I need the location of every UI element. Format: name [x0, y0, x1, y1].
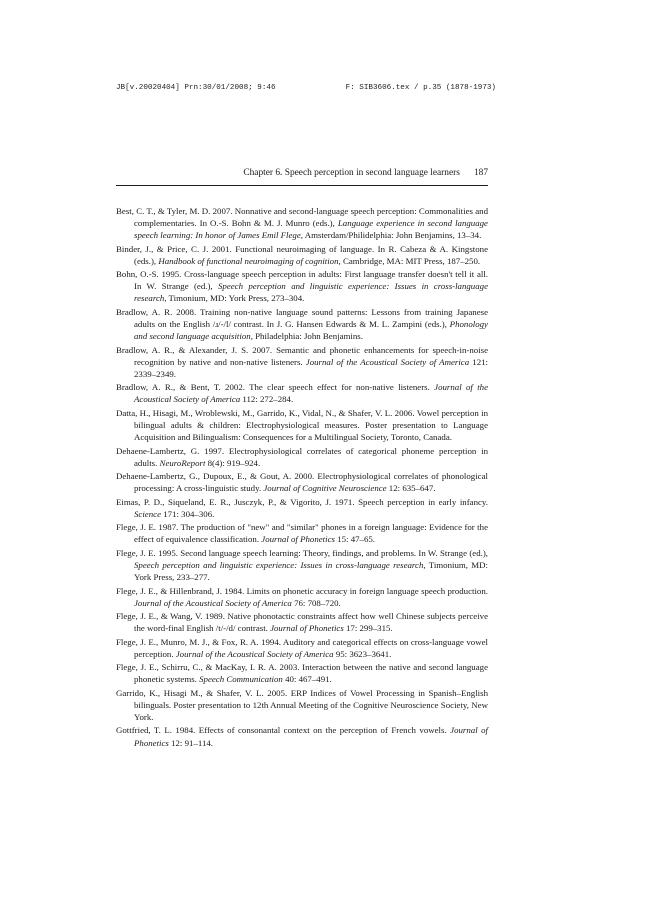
reference-entry — [116, 687, 488, 723]
reference-entry — [116, 205, 488, 241]
reference-source-title: Science — [134, 508, 162, 519]
reference-tail: 121: 2339–2349. — [134, 356, 488, 379]
reference-tail: 171: 304–306. — [161, 508, 215, 519]
reference-text: Flege, J. E. 1987. The production of "new" and "similar" phones in a foreign language: Evidence for the effect of equivalence classification. — [116, 522, 488, 545]
reference-text: Flege, J. E. 1995. Second language speech learning: Theory, findings, and problems. In W. Strange (ed.), — [116, 547, 488, 558]
reference-entry — [116, 381, 488, 405]
reference-entry — [116, 521, 488, 545]
page-number: 187 — [473, 168, 488, 178]
reference-tail: 112: 272–284. — [240, 394, 294, 405]
reference-tail: , Timonium, MD: York Press, 273–304. — [164, 293, 305, 304]
reference-entry — [116, 636, 488, 660]
reference-text: Flege, J. E., Munro, M. J., & Fox, R. A. 1994. Auditory and categorical effects on cross-language vowel perception. — [116, 636, 488, 659]
header-rule — [116, 185, 488, 186]
reference-source-title: Journal of Phonetics — [261, 534, 335, 545]
reference-source-title: Speech Communication — [199, 674, 283, 685]
reference-tail: 12: 635–647. — [386, 483, 436, 494]
reference-source-title: Journal of Cognitive Neuroscience — [263, 483, 387, 494]
reference-source-title: Speech perception and linguistic experience: Issues in cross-language research — [134, 281, 488, 304]
reference-entry — [116, 610, 488, 634]
reference-tail: , Cambridge, MA: MIT Press, 187–250. — [338, 255, 481, 266]
reference-text: Bradlow, A. R., & Bent, T. 2002. The clear speech effect for non-native listeners. — [116, 382, 435, 393]
reference-text: Datta, H., Hisagi, M., Wroblewski, M., Garrido, K., Vidal, N., & Shafer, V. L. 2006. Vowel perception in bilingual adults & children: Electrophysiological measures. Poster presentation to Language Acquisition and Bilingualism: Consequences for a Multilingual Society, Toronto, Canada. — [116, 407, 488, 443]
reference-source-title: Journal of the Acoustical Society of America — [134, 597, 292, 608]
reference-source-title: NeuroReport — [159, 457, 206, 468]
reference-text: Bradlow, A. R., & Alexander, J. S. 2007. Semantic and phonetic enhancements for speech-in-noise recognition by native and non-native listeners. — [116, 344, 488, 367]
reference-text: Best, C. T., & Tyler, M. D. 2007. Nonnative and second-language speech perception: Commonalities and complementaries. In O.-S. Bohn & M. J. Munro (eds.), — [116, 206, 488, 229]
running-head — [116, 168, 488, 178]
reference-text: Dehaene-Lambertz, G., Dupoux, E., & Gout, A. 2000. Electrophysiological correlates of phonological processing: A cross-linguistic study. — [116, 471, 488, 494]
reference-text: Bohn, O.-S. 1995. Cross-language speech perception in adults: First language transfer doesn't tell it all. In W. Strange (ed.), — [116, 269, 488, 292]
reference-tail: , Amsterdam/Philidelphia: John Benjamins, 13–34. — [300, 230, 482, 241]
reference-entry — [116, 496, 488, 520]
reference-entry — [116, 585, 488, 609]
reference-tail: 15: 47–65. — [334, 534, 376, 545]
chapter-title: Chapter 6. Speech perception in second language learners — [243, 168, 460, 178]
reference-source-title: Journal of Phonetics — [270, 623, 344, 634]
reference-entry — [116, 268, 488, 304]
reference-text: Dehaene-Lambertz, G. 1997. Electrophysiological correlates of categorical phoneme perception in adults. — [116, 445, 488, 468]
reference-source-title: Journal of the Acoustical Society of America — [134, 382, 488, 405]
reference-entry — [116, 724, 488, 748]
reference-text: Bradlow, A. R. 2008. Training non-native language sound patterns: Lessons from training Japanese adults on the English /ɹ/-/l/ contrast. In J. G. Hansen Edwards & M. L. Zampini (eds.), — [116, 306, 488, 330]
reference-tail: 76: 708–720. — [291, 597, 341, 608]
reference-entry — [116, 407, 488, 443]
reference-tail: , Philadelphia: John Benjamins. — [250, 331, 363, 342]
print-slug — [116, 84, 496, 92]
slug-right: F: SIB3606.tex / p.35 (1878-1973) — [345, 84, 496, 92]
reference-entry — [116, 243, 488, 267]
reference-source-title: Journal of the Acoustical Society of America — [305, 356, 470, 367]
reference-tail: , Timonium, MD: York Press, 233–277. — [134, 559, 488, 583]
reference-text: Gottfried, T. L. 1984. Effects of consonantal context on the perception of French vowels. — [116, 725, 451, 736]
reference-text: Binder, J., & Price, C. J. 2001. Functional neuroimaging of language. In R. Cabeza & A. Kingstone (eds.), — [116, 243, 488, 266]
reference-tail: 17: 299–315. — [343, 623, 393, 634]
reference-source-title: Speech perception and linguistic experience: Issues in cross-language research — [134, 559, 424, 570]
reference-source-title: Language experience in second language speech learning: In honor of James Emil Flege — [134, 218, 488, 241]
reference-entry — [116, 306, 488, 342]
reference-entry — [116, 661, 488, 685]
reference-source-title: Phonology and second language acquisition — [134, 319, 488, 342]
reference-source-title: Journal of Phonetics — [134, 725, 488, 748]
reference-tail: 12: 91–114. — [168, 737, 214, 748]
reference-list — [116, 205, 488, 750]
reference-entry — [116, 470, 488, 494]
reference-tail: 40: 467–491. — [282, 674, 332, 685]
slug-left: JB[v.20020404] Prn:30/01/2008; 9:46 — [116, 84, 276, 92]
reference-text: Eimas, P. D., Siqueland, E. R., Jusczyk, P., & Vigorito, J. 1971. Speech perception in early infancy. — [116, 496, 488, 507]
reference-entry — [116, 445, 488, 469]
reference-source-title: Handbook of functional neuroimaging of cognition — [158, 255, 339, 266]
reference-text: Flege, J. E., Schirru, C., & MacKay, I. R. A. 2003. Interaction between the native and second language phonetic systems. — [116, 662, 488, 685]
reference-entry — [116, 344, 488, 380]
reference-source-title: Journal of the Acoustical Society of America — [175, 648, 334, 659]
reference-text: Flege, J. E., & Hillenbrand, J. 1984. Limits on phonetic accuracy in foreign language speech production. — [116, 585, 488, 596]
reference-tail: 95: 3623–3641. — [333, 648, 392, 659]
reference-tail: 8(4): 919–924. — [205, 457, 261, 468]
reference-entry — [116, 547, 488, 583]
reference-text: Flege, J. E., & Wang, V. 1989. Native phonotactic constraints affect how well Chinese subjects perceive the word-final English /t/-/d/ contrast. — [116, 611, 488, 634]
reference-text: Garrido, K., Hisagi M., & Shafer, V. L. 2005. ERP Indices of Vowel Processing in Spanish–English bilinguals. Poster presentation to 12th Annual Meeting of the Cognitive Neuroscience Society, New York. — [116, 687, 488, 722]
